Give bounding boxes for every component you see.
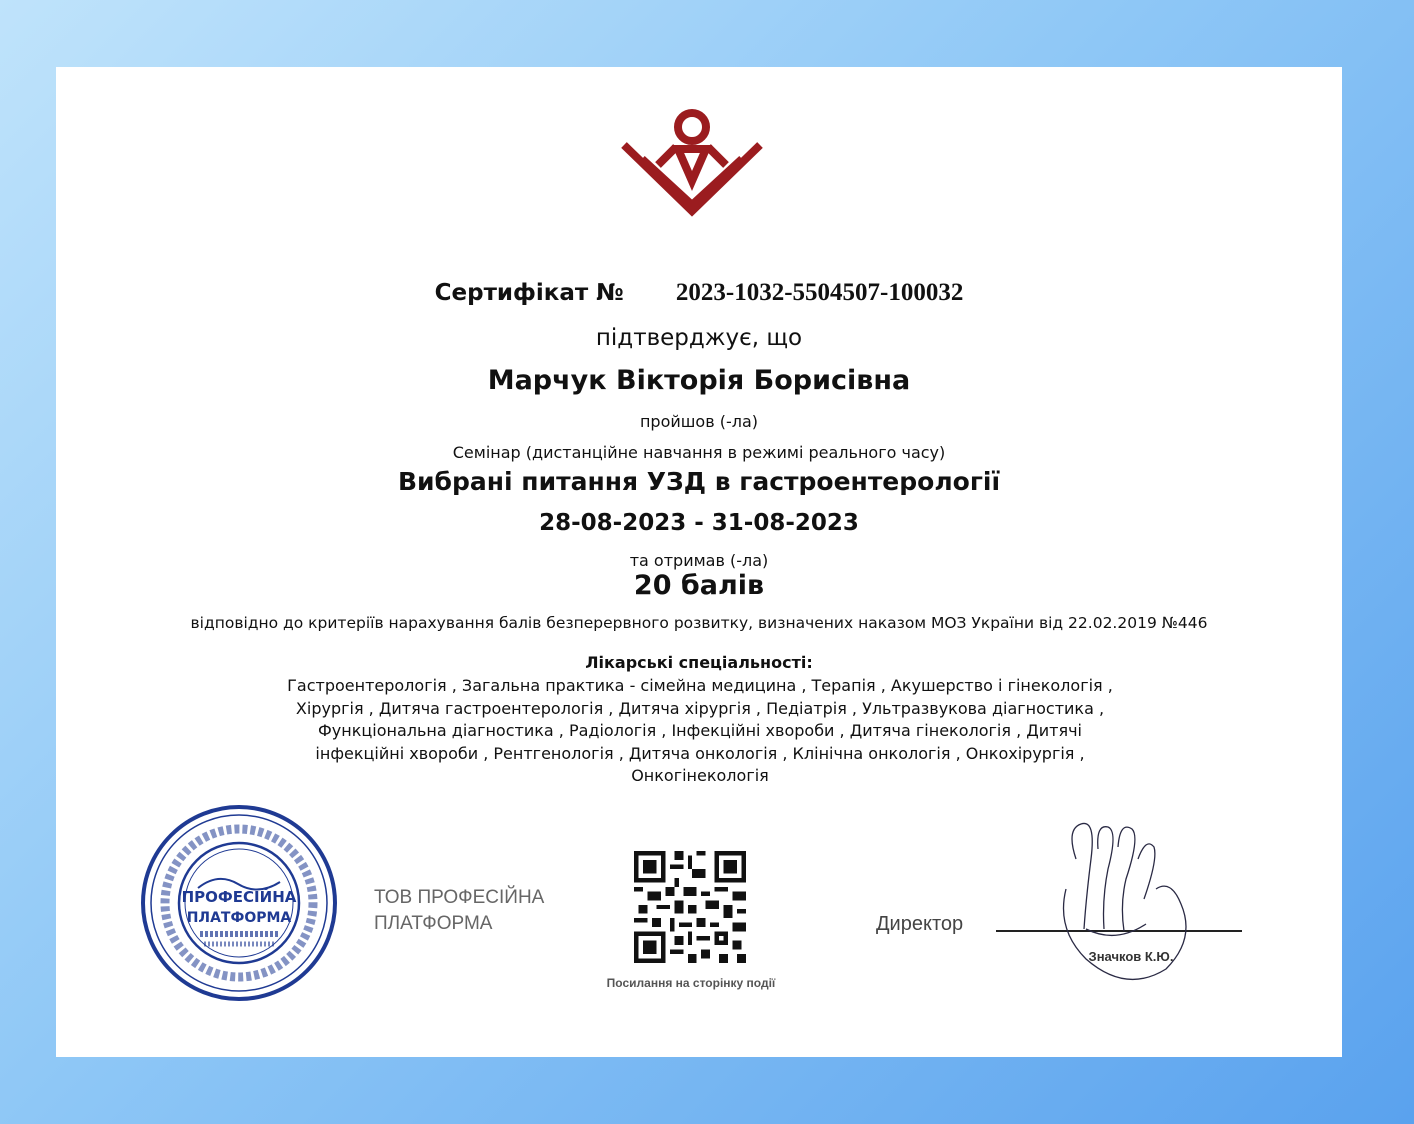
recipient-name: Марчук Вікторія Борисівна: [487, 365, 911, 396]
stamp-seal: [138, 802, 340, 1004]
certificate-number-label: Сертифікат №: [434, 280, 624, 306]
stamp-text-line2: ПЛАТФОРМА: [186, 910, 292, 926]
stamp-text-line1: ПРОФЕСІЙНА: [181, 888, 297, 906]
signer-name: Значков К.Ю.: [1088, 949, 1174, 964]
seminar-type: Семінар (дистанційне навчання в режимі реального часу): [452, 443, 946, 462]
certificate-number-row: [56, 279, 1342, 307]
certificate-card: [56, 67, 1342, 1057]
confirms-text: підтверджує, що: [595, 325, 803, 351]
criteria-text: відповідно до критеріїв нарахування балів безперервного розвитку, визначених наказом МОЗ України від 22.02.2019 №446: [190, 614, 1208, 632]
signature-handwritten: [1046, 819, 1196, 999]
certificate-number: 2023-1032-5504507-100032: [675, 279, 964, 306]
passed-text: пройшов (-ла): [639, 412, 759, 431]
points-awarded: 20 балів: [633, 570, 765, 601]
organization-name-line1: ТОВ ПРОФЕСІЙНА: [374, 887, 545, 908]
logo-icon: [618, 107, 766, 229]
event-title: Вибрані питання УЗД в гастроентерології: [397, 467, 1001, 496]
specialties-title: Лікарські спеціальності:: [585, 653, 813, 672]
director-label: Директор: [876, 913, 964, 935]
organization-name-line2: ПЛАТФОРМА: [374, 913, 493, 934]
qr-caption: Посилання на сторінку події: [606, 976, 776, 990]
event-dates: 28-08-2023 - 31-08-2023: [539, 510, 859, 536]
organization-name: [374, 885, 544, 937]
specialties-list: Гастроентерологія , Загальна практика - сімейна медицина , Терапія , Акушерство і гінекологія , Хірургія , Дитяча гастроентерологія , Дитяча хірургія , Педіатрія , Ультразвукова діагностика , Функціональна діагностика , Радіологія , Інфекційні хвороби , Дитяча гінекологія , Дитячі інфекційні хвороби , Рентгенологія , Дитяча онкологія , Клінічна онкологія , Онкохірургія , Онкогінекологія: [287, 676, 1113, 785]
qr-code[interactable]: [634, 851, 746, 963]
received-text: та отримав (-ла): [629, 551, 769, 570]
